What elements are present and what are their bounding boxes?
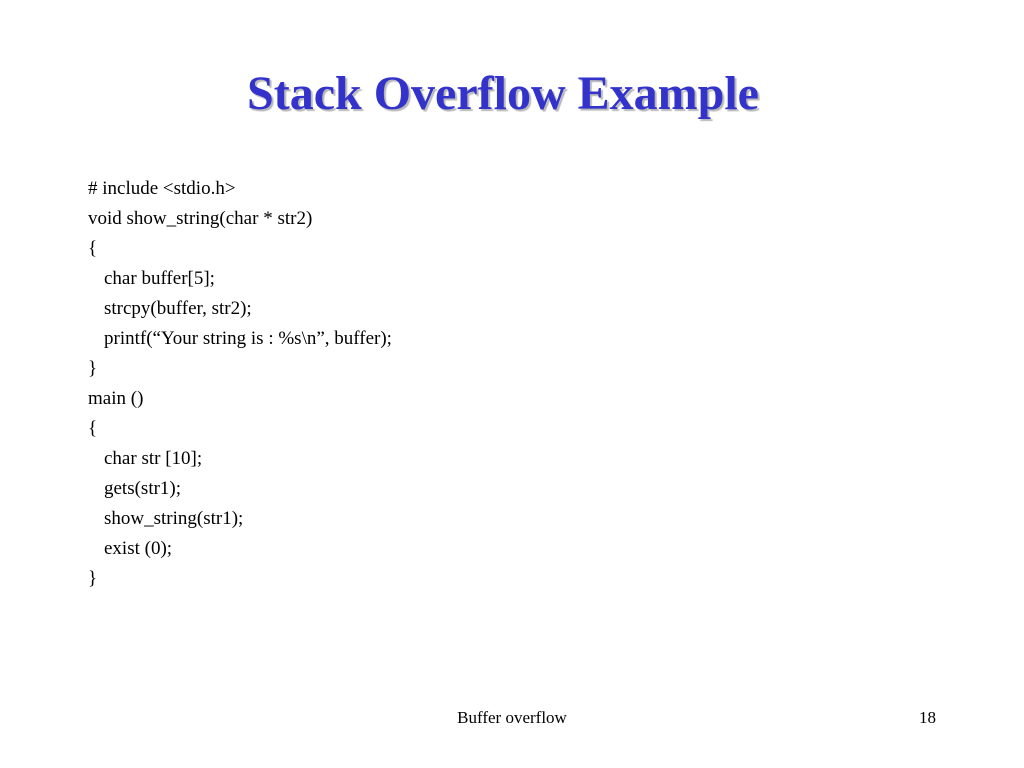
slide-title: Stack Overflow Example [247, 67, 759, 120]
code-line: char str [10]; [104, 448, 203, 469]
code-line: exist (0); [104, 538, 173, 559]
slide-footer [0, 706, 1024, 730]
code-line: } [88, 568, 98, 589]
code-line: { [88, 238, 98, 259]
code-line: main () [88, 388, 144, 409]
code-line: void show_string(char * str2) [88, 208, 313, 229]
code-line: printf(“Your string is : %s\n”, buffer); [104, 328, 392, 349]
code-line: char buffer[5]; [104, 268, 215, 289]
code-line: { [88, 418, 98, 439]
code-line: } [88, 358, 98, 379]
page-number: 18 [919, 708, 936, 727]
code-line: # include <stdio.h> [88, 178, 236, 199]
code-block [88, 174, 788, 594]
code-line: show_string(str1); [104, 508, 244, 529]
code-line: gets(str1); [104, 478, 182, 499]
footer-title: Buffer overflow [457, 708, 567, 727]
code-line: strcpy(buffer, str2); [104, 298, 252, 319]
